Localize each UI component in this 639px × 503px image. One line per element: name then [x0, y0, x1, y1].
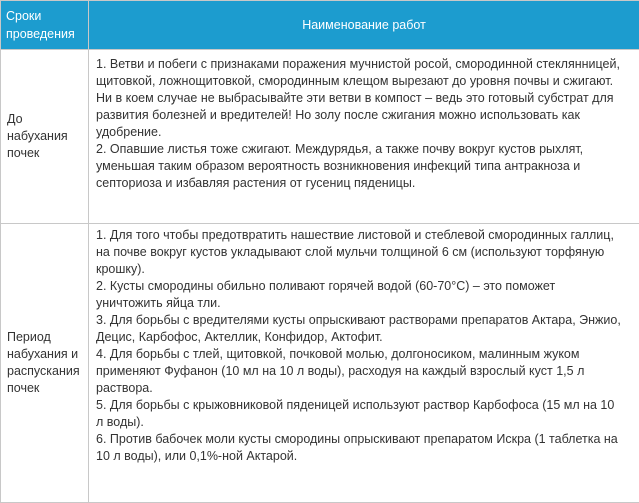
work-item: 1. Для того чтобы предотвратить нашествие листовой и стеблевой смородинных галлиц, на почве вокруг кустов укладывают слой мульчи толщиной 6 см (используют торфяную крошку). [96, 227, 625, 278]
period-line: почек [7, 145, 84, 162]
period-cell [1, 224, 89, 503]
period-line: почек [7, 380, 84, 397]
work-item: 3. Для борьбы с вредителями кусты опрыскивают растворами препаратов Актара, Энжио, Децис, Карбофос, Актеллик, Конфидор, Актофит. [96, 312, 625, 346]
table-header [1, 1, 639, 50]
work-item: 2. Опавшие листья тоже сжигают. Междурядья, а также почву вокруг кустов рыхлят, уменьшая таким образом вероятность возникновения инфекций типа антракноза и септориоза и избавляя растения от гусениц пяденицы. [96, 141, 625, 192]
header-row [1, 1, 639, 50]
header-period [1, 1, 89, 50]
work-item: 5. Для борьбы с крыжовниковой пяденицей используют раствор Карбофоса (15 мл на 10 л воды). [96, 397, 625, 431]
works-cell [89, 224, 639, 503]
period-line: До [7, 111, 84, 128]
header-works: Наименование работ [89, 1, 639, 50]
work-item: 1. Ветви и побеги с признаками поражения мучнистой росой, смородинной стеклянницей, щитовкой, ложнощитовкой, смородинным клещом вырезают до уровня почвы и сжигают. Ни в коем случае не выбрасывайте эти ветви в компост – ведь это готовый субстрат для развития болезней и вредителей! Но золу после сжигания можно использовать как удобрение. [96, 56, 625, 141]
period-line: набухания и [7, 346, 84, 363]
table-body [1, 50, 639, 503]
header-period-line: проведения [6, 25, 88, 43]
period-line: Период [7, 329, 84, 346]
table-row [1, 224, 639, 503]
period-line: набухания [7, 128, 84, 145]
period-line: распускания [7, 363, 84, 380]
period-cell [1, 50, 89, 224]
work-item: 2. Кусты смородины обильно поливают горячей водой (60-70°С) – это поможет уничтожить яйца тли. [96, 278, 625, 312]
work-item: 4. Для борьбы с тлей, щитовкой, почковой молью, долгоносиком, малинным жуком применяют Фуфанон (10 мл на 10 л воды), расходуя на каждый взрослый куст 1,5 л раствора. [96, 346, 625, 397]
table-row [1, 50, 639, 224]
works-cell [89, 50, 639, 224]
work-item: 6. Против бабочек моли кусты смородины опрыскивают препаратом Искра (1 таблетка на 10 л воды), или 0,1%-ной Актарой. [96, 431, 625, 465]
header-period-line: Сроки [6, 7, 88, 25]
